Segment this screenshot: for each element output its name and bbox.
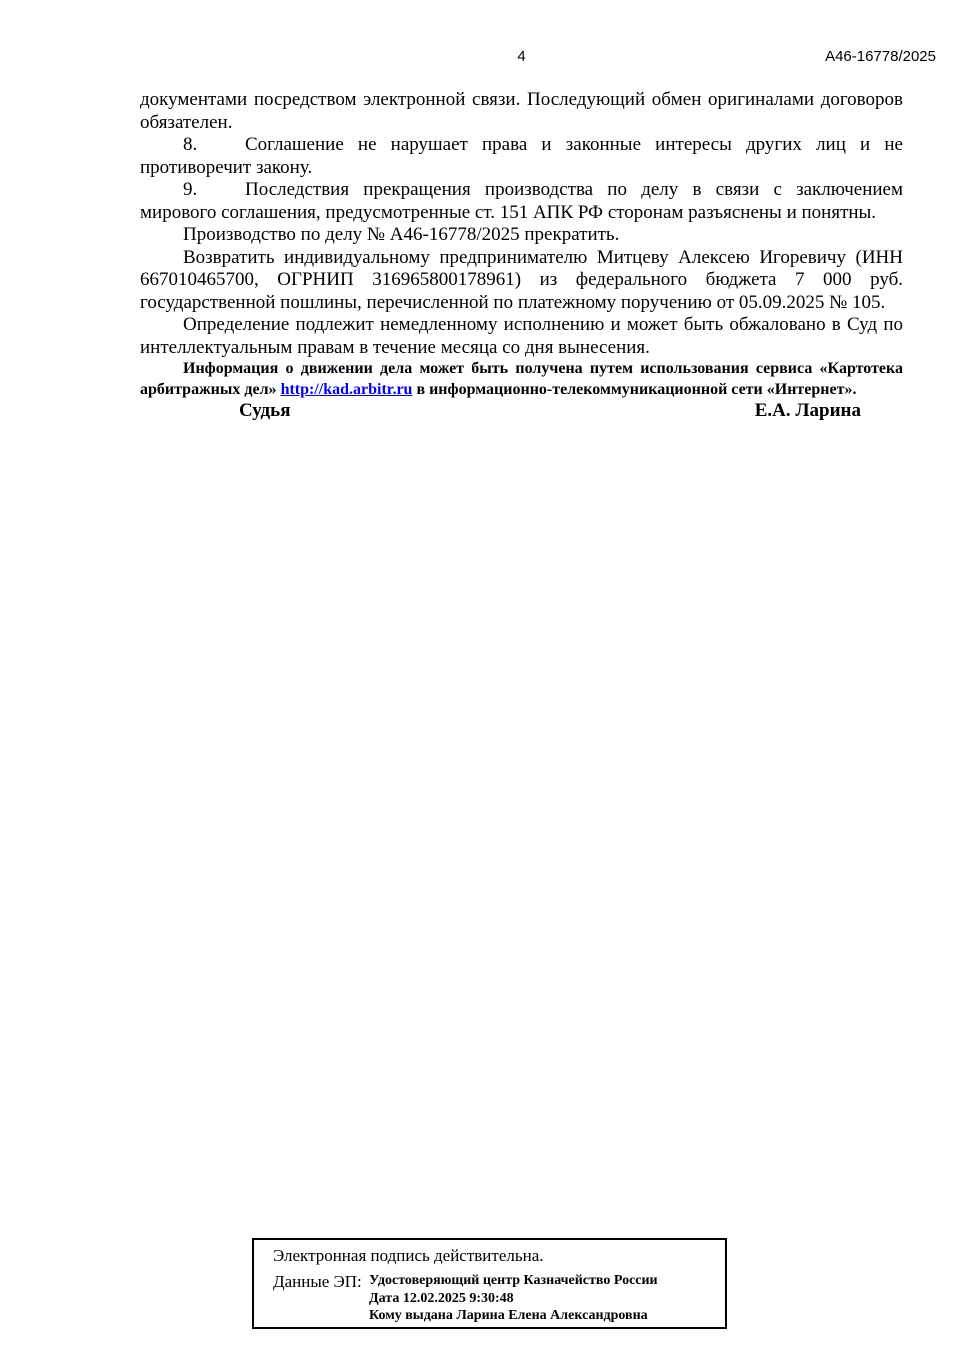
paragraph-text: Последствия прекращения производства по делу в связи с заключением мирового соглашения, предусмотренные ст. 151 АПК РФ сторонам разъяснены и понятны. xyxy=(140,179,903,223)
signature-data-row xyxy=(273,1272,725,1325)
case-number: А46-16778/2025 xyxy=(825,48,936,65)
signature-data-label: Данные ЭП: xyxy=(273,1272,362,1291)
document-body xyxy=(140,89,903,423)
paragraph-text: Возвратить индивидуальному предпринимателю Митцеву Алексею Игоревичу (ИНН 667010465700, ОГРНИП 316965800178961) из федерального бюджета 7 000 руб. государственной пошлины, перечисленной по платежному поручению от 05.09.2025 № 105. xyxy=(140,246,903,313)
page-number: 4 xyxy=(517,48,526,65)
paragraph xyxy=(140,247,903,315)
paragraph xyxy=(140,224,903,247)
page-header xyxy=(140,48,936,68)
judge-role-label: Судья xyxy=(239,400,291,421)
electronic-signature-stamp xyxy=(252,1238,727,1329)
signature-row xyxy=(140,400,903,423)
info-note-text: в информационно-телекоммуникационной сети «Интернет». xyxy=(412,380,857,398)
paragraph-number: 9. xyxy=(183,179,198,200)
signature-authority: Удостоверяющий центр Казначейство России xyxy=(369,1273,658,1288)
kad-arbitr-link[interactable]: http://kad.arbitr.ru xyxy=(280,380,413,398)
paragraph-text: Производство по делу № А46-16778/2025 прекратить. xyxy=(183,224,620,245)
signature-details xyxy=(369,1272,658,1325)
paragraph-text: документами посредством электронной связи. Последующий обмен оригиналами договоров обязателен. xyxy=(140,89,903,133)
signature-date: Дата 12.02.2025 9:30:48 xyxy=(369,1290,514,1306)
paragraph-number: 8. xyxy=(183,134,198,155)
paragraph xyxy=(140,89,903,134)
signature-issued-to: Кому выдана Ларина Елена Александровна xyxy=(369,1308,648,1323)
paragraph-text: Определение подлежит немедленному исполнению и может быть обжаловано в Суд по интеллектуальным правам в течение месяца со дня вынесения. xyxy=(140,314,903,358)
paragraph xyxy=(140,134,903,179)
judge-name: Е.А. Ларина xyxy=(754,400,861,421)
signature-validity-text: Электронная подпись действительна. xyxy=(273,1246,544,1265)
paragraph xyxy=(140,314,903,359)
info-note-text: Информация о движении дела может быть получена путем использования сервиса «Картотека арбитражных дел» xyxy=(140,360,903,398)
case-info-note xyxy=(140,359,903,400)
paragraph xyxy=(140,179,903,224)
paragraph-text: Соглашение не нарушает права и законные интересы других лиц и не противоречит закону. xyxy=(140,134,903,178)
